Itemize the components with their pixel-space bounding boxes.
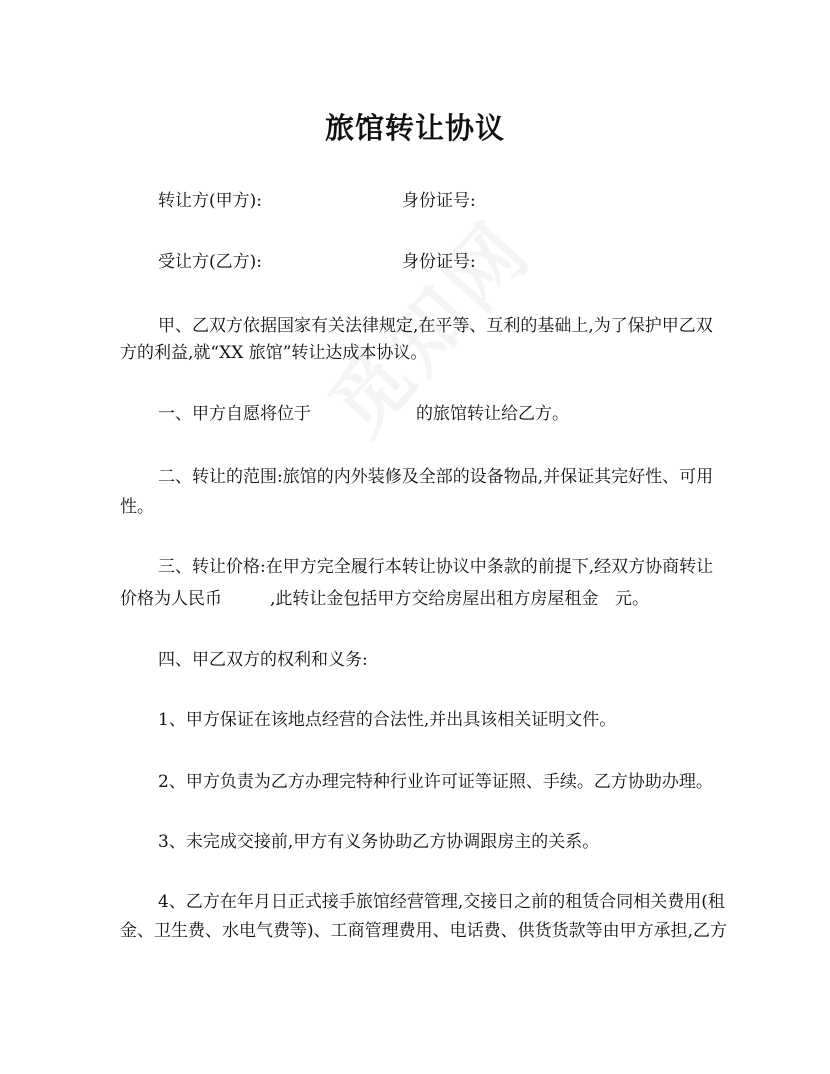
intro-line-2: 方的利益,就“XX 旅馆”转让达成本协议。 <box>120 343 428 363</box>
party-b-row <box>120 245 758 279</box>
item-4-line-1: 4、乙方在年月日正式接手旅馆经营管理,交接日之前的租赁合同相关费用(租 <box>158 892 725 912</box>
party-a-row <box>120 184 758 218</box>
item-4-line-2: 金、卫生费、水电气费等)、工商管理费用、电话费、供货货款等由甲方承担,乙方 <box>120 921 728 941</box>
document-title: 旅馆转让协议 <box>324 111 505 145</box>
clause-3-price-label: 价格为人民币 <box>120 589 222 609</box>
clause-1-end: 的旅馆转让给乙方。 <box>416 404 569 424</box>
clause-2-line-2: 性。 <box>120 497 154 517</box>
clause-3-rent-text: ,此转让金包括甲方交给房屋出租方房屋租金 <box>270 589 599 609</box>
clause-3-line-1: 三、转让价格:在甲方完全履行本转让协议中条款的前提下,经双方协商转让 <box>158 557 714 577</box>
intro-line-1: 甲、乙双方依据国家有关法律规定,在平等、互利的基础上,为了保护甲乙双 <box>158 316 713 336</box>
item-2: 2、甲方负责为乙方办理完特种行业许可证等证照、手续。乙方协助办理。 <box>158 772 713 792</box>
item-1: 1、甲方保证在该地点经营的合法性,并出具该相关证明文件。 <box>158 710 617 730</box>
party-b-id-label: 身份证号: <box>402 252 476 272</box>
clause-3-unit: 元。 <box>615 589 649 609</box>
clause-2-line-1: 二、转让的范围:旅馆的内外装修及全部的设备物品,并保证其完好性、可用 <box>158 467 714 487</box>
party-a-id-label: 身份证号: <box>402 191 476 211</box>
clause-1 <box>120 397 758 431</box>
clause-1-start: 一、甲方自愿将位于 <box>158 404 311 424</box>
party-a-label: 转让方(甲方): <box>158 191 262 211</box>
item-3: 3、未完成交接前,甲方有义务协助乙方协调跟房主的关系。 <box>158 832 600 852</box>
clause-4: 四、甲乙双方的权利和义务: <box>158 650 368 670</box>
party-b-label: 受让方(乙方): <box>158 252 262 272</box>
clause-3-line-2 <box>120 582 720 616</box>
